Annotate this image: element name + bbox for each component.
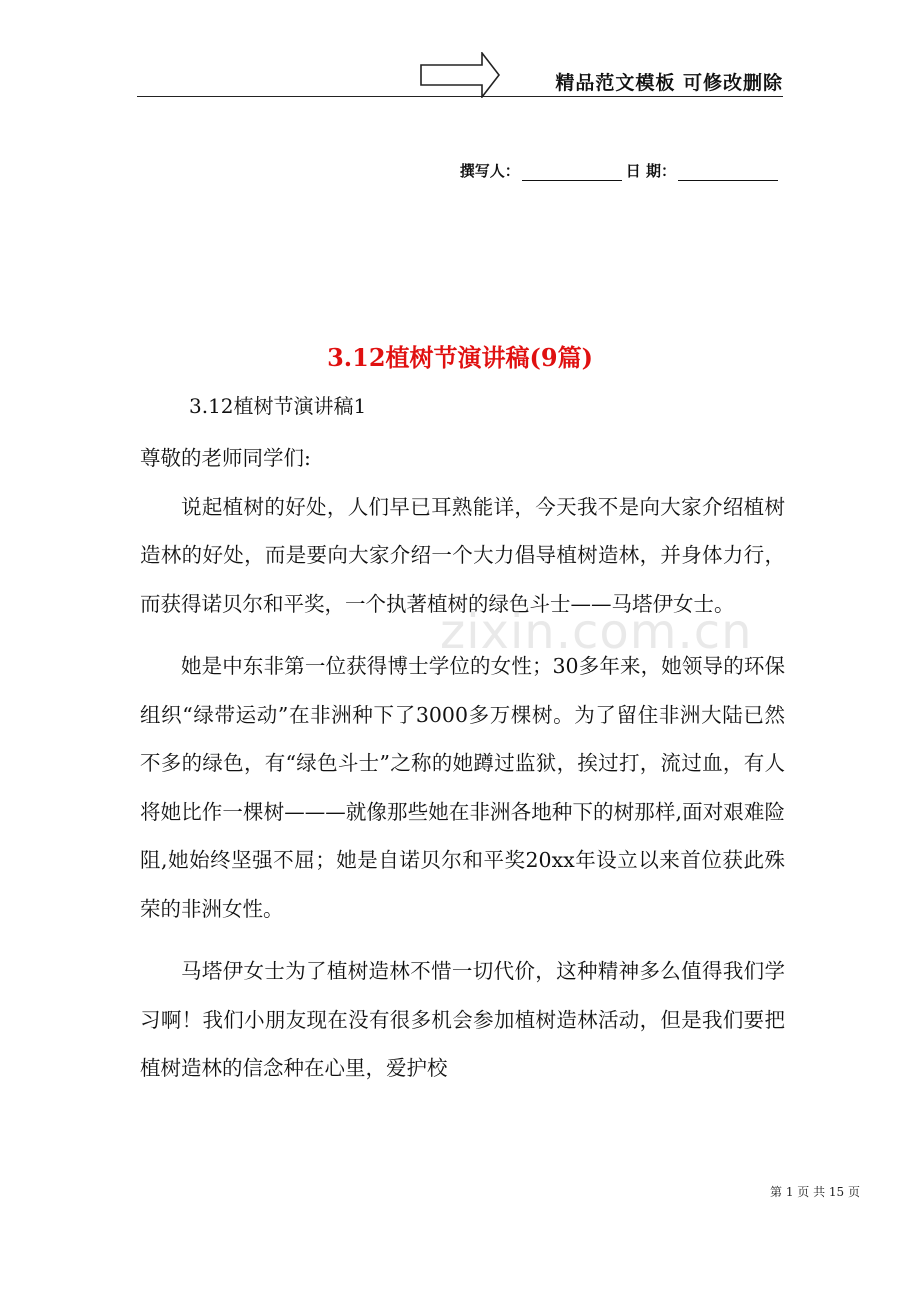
paragraph: 说起植树的好处，人们早已耳熟能详，今天我不是向大家介绍植树造林的好处，而是要向大家介绍一个大力倡导植树造林，并身体力行，而获得诺贝尔和平奖，一个执著植树的绿色斗士——马塔伊女士。 <box>140 494 785 616</box>
author-blank <box>522 162 622 181</box>
paragraph: 马塔伊女士为了植树造林不惜一切代价，这种精神多么值得我们学习啊！我们小朋友现在没有很多机会参加植树造林活动，但是我们要把植树造林的信念种在心里，爱护校 <box>140 959 785 1080</box>
date-blank <box>678 162 778 181</box>
page-number: 第 1 页 共 15 页 <box>770 1185 860 1199</box>
watermark: zixin.com.cn <box>440 604 753 660</box>
paragraph: 她是中东非第一位获得博士学位的女性；30多年来，她领导的环保组织“绿带运动”在非洲种下了3000多万棵树。为了留住非洲大陆已然不多的绿色，有“绿色斗士”之称的她蹲过监狱，挨过打，流过血，有人将她比作一棵树———就像那些她在非洲各地种下的树那样,面对艰难险阻,她始终坚强不屈；她是自诺贝尔和平奖20xx年设立以来首位获此殊荣的非洲女性。 <box>140 654 785 921</box>
document-title: 3.12植树节演讲稿(9篇) <box>327 343 593 372</box>
section-heading: 3.12植树节演讲稿1 <box>189 394 367 418</box>
header-divider <box>137 96 783 97</box>
arrow-right-icon <box>420 52 500 98</box>
greeting: 尊敬的老师同学们: <box>140 446 311 470</box>
header-label: 精品范文模板 可修改删除 <box>555 72 783 94</box>
author-date-line <box>460 160 782 181</box>
document-body <box>140 434 785 1093</box>
date-label: 日 期： <box>625 162 676 180</box>
author-label: 撰写人： <box>459 162 520 180</box>
page-header <box>137 50 783 98</box>
